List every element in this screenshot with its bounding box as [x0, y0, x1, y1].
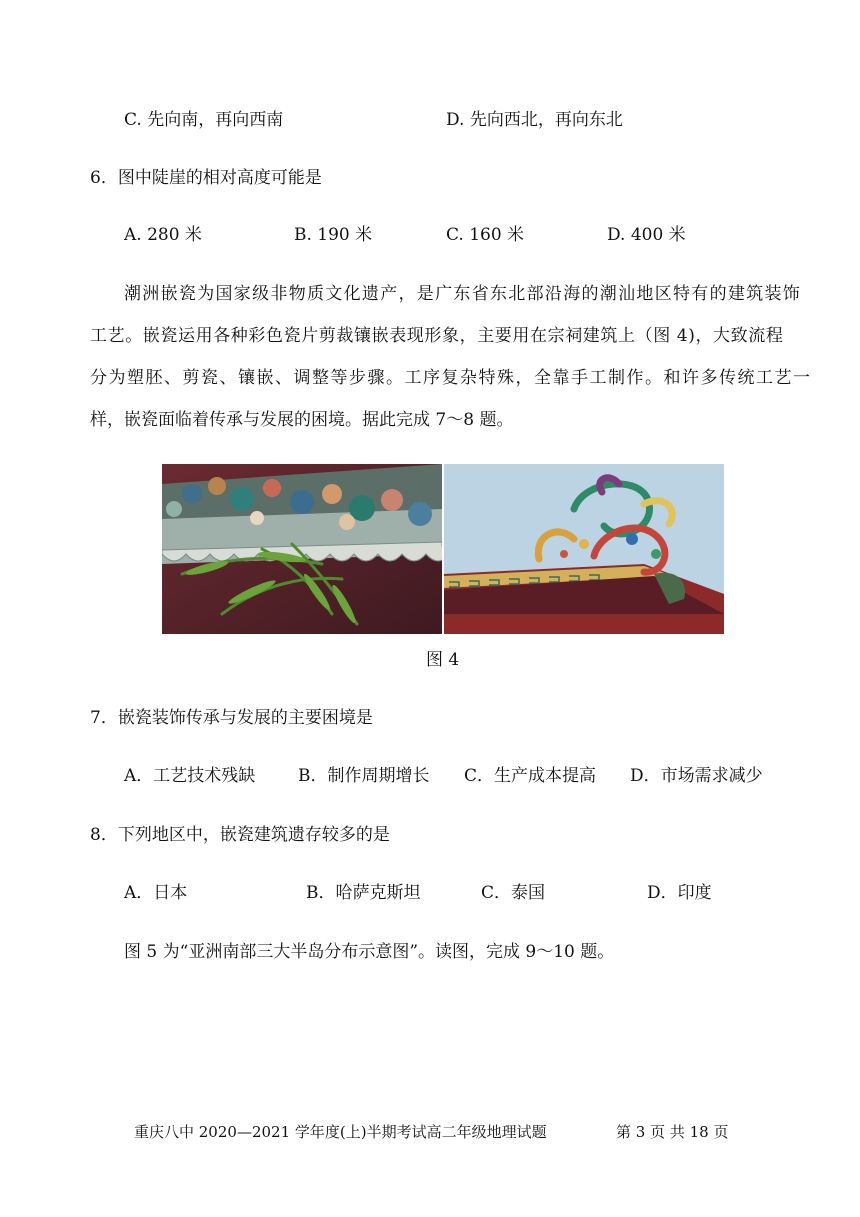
- q6-option-d: D. 400 米: [607, 225, 686, 245]
- footer-page-number: 第 3 页 共 18 页: [616, 1123, 729, 1141]
- q6-option-a: A. 280 米: [124, 225, 202, 245]
- q5-option-c: C. 先向南，再向西南: [124, 110, 284, 130]
- figure4-photo-roof-ridge: [162, 464, 442, 634]
- passage: [90, 284, 812, 436]
- q5-option-d: D. 先向西北，再向东北: [446, 110, 623, 130]
- passage-line: 工艺。嵌瓷运用各种彩色瓷片剪裁镶嵌表现形象，主要用在宗祠建筑上（图 4)，大致流程: [90, 326, 784, 346]
- q7-option-b: B．制作周期增长: [298, 766, 430, 786]
- q8-option-c: C．泰国: [481, 883, 546, 903]
- q8-option-a: A．日本: [124, 883, 188, 903]
- q6-stem: 6．图中陡崖的相对高度可能是: [90, 168, 322, 188]
- q6-option-b: B. 190 米: [294, 225, 373, 245]
- passage-line: 分为塑胚、剪瓷、镶嵌、调整等步骤。工序复杂特殊，全靠手工制作。和许多传统工艺一: [90, 368, 812, 388]
- passage-line: 样，嵌瓷面临着传承与发展的困境。据此完成 7～8 题。: [90, 410, 514, 430]
- q6-option-c: C. 160 米: [446, 225, 525, 245]
- figure4-caption: 图 4: [426, 650, 460, 670]
- q7-option-c: C．生产成本提高: [464, 766, 597, 786]
- q8-option-b: B．哈萨克斯坦: [306, 883, 421, 903]
- footer-exam-title: 重庆八中 2020—2021 学年度(上)半期考试高二年级地理试题: [134, 1123, 547, 1141]
- q8-option-d: D．印度: [647, 883, 712, 903]
- passage-line: 潮洲嵌瓷为国家级非物质文化遗产，是广东省东北部沿海的潮汕地区特有的建筑装饰: [124, 284, 802, 304]
- q7-option-a: A．工艺技术残缺: [124, 766, 256, 786]
- q8-stem: 8．下列地区中，嵌瓷建筑遗存较多的是: [90, 825, 390, 845]
- figure4-photo-ornament: [444, 464, 724, 634]
- q7-option-d: D．市场需求减少: [630, 766, 763, 786]
- q7-stem: 7．嵌瓷装饰传承与发展的主要困境是: [90, 708, 373, 728]
- intro-questions-9-10: 图 5 为“亚洲南部三大半岛分布示意图”。读图，完成 9～10 题。: [124, 942, 615, 962]
